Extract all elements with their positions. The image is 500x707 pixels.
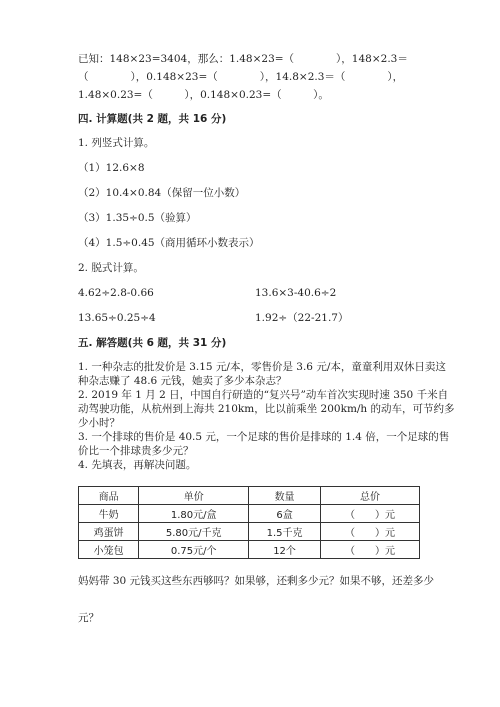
table-cell: 1.5千克 [249, 523, 321, 541]
question-2-item-1: 4.62÷2.8-0.66 [78, 287, 154, 299]
table-cell: 牛奶 [79, 505, 139, 523]
table-header-row [79, 487, 420, 505]
table-row [79, 523, 420, 541]
table-cell: 6盒 [249, 505, 321, 523]
table-header: 数量 [249, 487, 321, 505]
table-cell: 鸡蛋饼 [79, 523, 139, 541]
question-2-item-3: 13.65÷0.25÷4 [78, 312, 156, 324]
table-cell: 小笼包 [79, 541, 139, 559]
table-cell: （ ）元 [320, 505, 419, 523]
question-1-item-1: （1）12.6×8 [78, 162, 145, 174]
intro-line-1: 已知：148×23=3404，那么：1.48×23=（ ），148×2.3＝ [78, 53, 408, 65]
problem-2-line-1: 2. 2019 年 1 月 2 日，中国自行研造的“复兴号”动车首次实现时速 350 千米自 [78, 389, 449, 401]
problem-2-line-2: 动驾驶功能，从杭州到上海共 210km，比以前乘坐 200km/h 的动车，可节约多 [78, 403, 455, 415]
table-cell: （ ）元 [320, 523, 419, 541]
closing-line-1: 妈妈带 30 元钱买这些东西够吗？如果够，还剩多少元？如果不够，还差多少 [78, 575, 435, 587]
table-cell: （ ）元 [320, 541, 419, 559]
problem-2-line-3: 少小时？ [78, 417, 120, 429]
problem-3-line-2: 价比一个排球贵多少元？ [78, 445, 194, 457]
price-table [78, 486, 420, 559]
problem-4: 4. 先填表，再解决问题。 [78, 459, 197, 471]
table-cell: 12个 [249, 541, 321, 559]
table-header: 总价 [320, 487, 419, 505]
question-2-item-2: 13.6×3-40.6÷2 [255, 287, 337, 299]
table-cell: 1.80元/盒 [139, 505, 249, 523]
section-5-heading: 五. 解答题(共 6 题，共 31 分) [78, 337, 227, 349]
question-2: 2. 脱式计算。 [78, 262, 144, 274]
question-1-item-4: （4）1.5÷0.45（商用循环小数表示） [78, 237, 260, 249]
problem-3-line-1: 3. 一个排球的售价是 40.5 元，一个足球的售价是排球的 1.4 倍，一个足球的售 [78, 431, 450, 443]
intro-line-2: （ ），0.148×23=（ ），14.8×2.3＝（ ）， [78, 71, 404, 83]
question-1: 1. 列竖式计算。 [78, 137, 155, 149]
table-cell: 0.75元/个 [139, 541, 249, 559]
problem-1-line-2: 种杂志赚了 48.6 元钱，她卖了多少本杂志？ [78, 375, 287, 387]
closing-line-2: 元？ [78, 612, 99, 624]
table-row [79, 541, 420, 559]
table-row [79, 505, 420, 523]
intro-line-3: 1.48×0.23=（ ），0.148×0.23=（ ）。 [78, 89, 329, 101]
table-header: 单价 [139, 487, 249, 505]
question-2-item-4: 1.92÷（22-21.7） [255, 312, 349, 324]
table-cell: 5.80元/千克 [139, 523, 249, 541]
table-header: 商品 [79, 487, 139, 505]
problem-1-line-1: 1. 一种杂志的批发价是 3.15 元/本，零售价是 3.6 元/本，童童利用双休日卖这 [78, 361, 446, 373]
question-1-item-3: （3）1.35÷0.5（验算） [78, 212, 197, 224]
question-1-item-2: （2）10.4×0.84（保留一位小数） [78, 187, 246, 199]
section-4-heading: 四. 计算题(共 2 题，共 16 分) [78, 113, 227, 125]
